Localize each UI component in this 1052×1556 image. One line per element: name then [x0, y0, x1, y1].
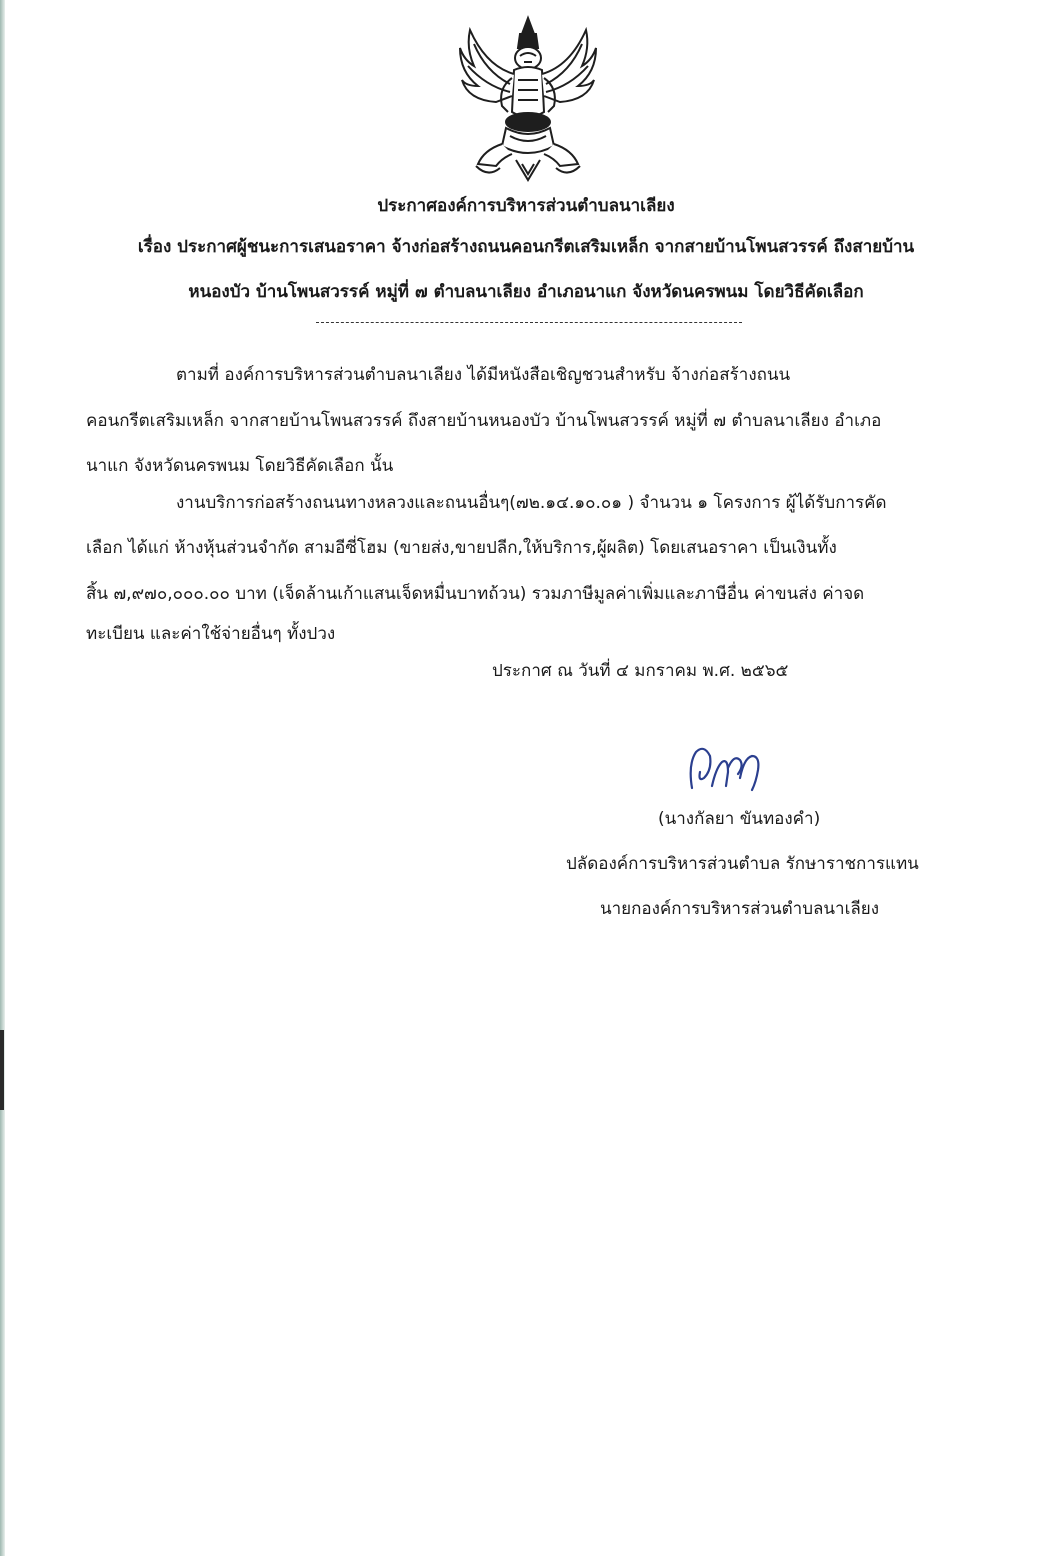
scan-edge — [0, 0, 5, 1556]
title-divider — [316, 322, 742, 323]
subject-line-2: หนองบัว บ้านโพนสวรรค์ หมู่ที่ ๗ ตำบลนาเลียง อำเภอนาแก จังหวัดนครพนม โดยวิธีคัดเลือก — [188, 282, 864, 302]
handwritten-signature — [682, 738, 766, 798]
paragraph-1-line-1: ตามที่ องค์การบริหารส่วนตำบลนาเลียง ได้มีหนังสือเชิญชวนสำหรับ จ้างก่อสร้างถนน — [176, 365, 791, 385]
scan-edge-mark — [0, 1030, 4, 1110]
paragraph-2-line-4: ทะเบียน และค่าใช้จ่ายอื่นๆ ทั้งปวง — [86, 624, 336, 644]
paragraph-1-line-2: คอนกรีตเสริมเหล็ก จากสายบ้านโพนสวรรค์ ถึงสายบ้านหนองบัว บ้านโพนสวรรค์ หมู่ที่ ๗ ตำบลนาเลียง อำเภอ — [86, 411, 882, 431]
announcement-date: ประกาศ ณ วันที่ ๔ มกราคม พ.ศ. ๒๕๖๕ — [492, 661, 789, 681]
signatory-position-2: นายกองค์การบริหารส่วนตำบลนาเลียง — [600, 899, 880, 919]
paragraph-2-line-3: สิ้น ๗,๙๗๐,๐๐๐.๐๐ บาท (เจ็ดล้านเก้าแสนเจ็ดหมื่นบาทถ้วน) รวมภาษีมูลค่าเพิ่มและภาษีอื่น ค่าขนส่ง ค่าจด — [86, 584, 865, 604]
announcement-title: ประกาศองค์การบริหารส่วนตำบลนาเลียง — [377, 196, 675, 216]
paragraph-2-line-2: เลือก ได้แก่ ห้างหุ้นส่วนจำกัด สามอีซี่โฮม (ขายส่ง,ขายปลีก,ให้บริการ,ผู้ผลิต) โดยเสนอราคา เป็นเงินทั้ง — [86, 538, 837, 558]
subject-line-1: เรื่อง ประกาศผู้ชนะการเสนอราคา จ้างก่อสร้างถนนคอนกรีตเสริมเหล็ก จากสายบ้านโพนสวรรค์ ถึงสายบ้าน — [137, 237, 915, 257]
signatory-position-1: ปลัดองค์การบริหารส่วนตำบล รักษาราชการแทน — [566, 854, 919, 874]
signatory-name: (นางกัลยา ขันทองคำ) — [658, 809, 821, 829]
paragraph-1-line-3: นาแก จังหวัดนครพนม โดยวิธีคัดเลือก นั้น — [86, 456, 394, 476]
garuda-emblem-icon — [456, 14, 600, 184]
paragraph-2-line-1: งานบริการก่อสร้างถนนทางหลวงและถนนอื่นๆ(๗๒.๑๔.๑๐.๐๑ ) จำนวน ๑ โครงการ ผู้ได้รับการคัด — [176, 493, 887, 513]
